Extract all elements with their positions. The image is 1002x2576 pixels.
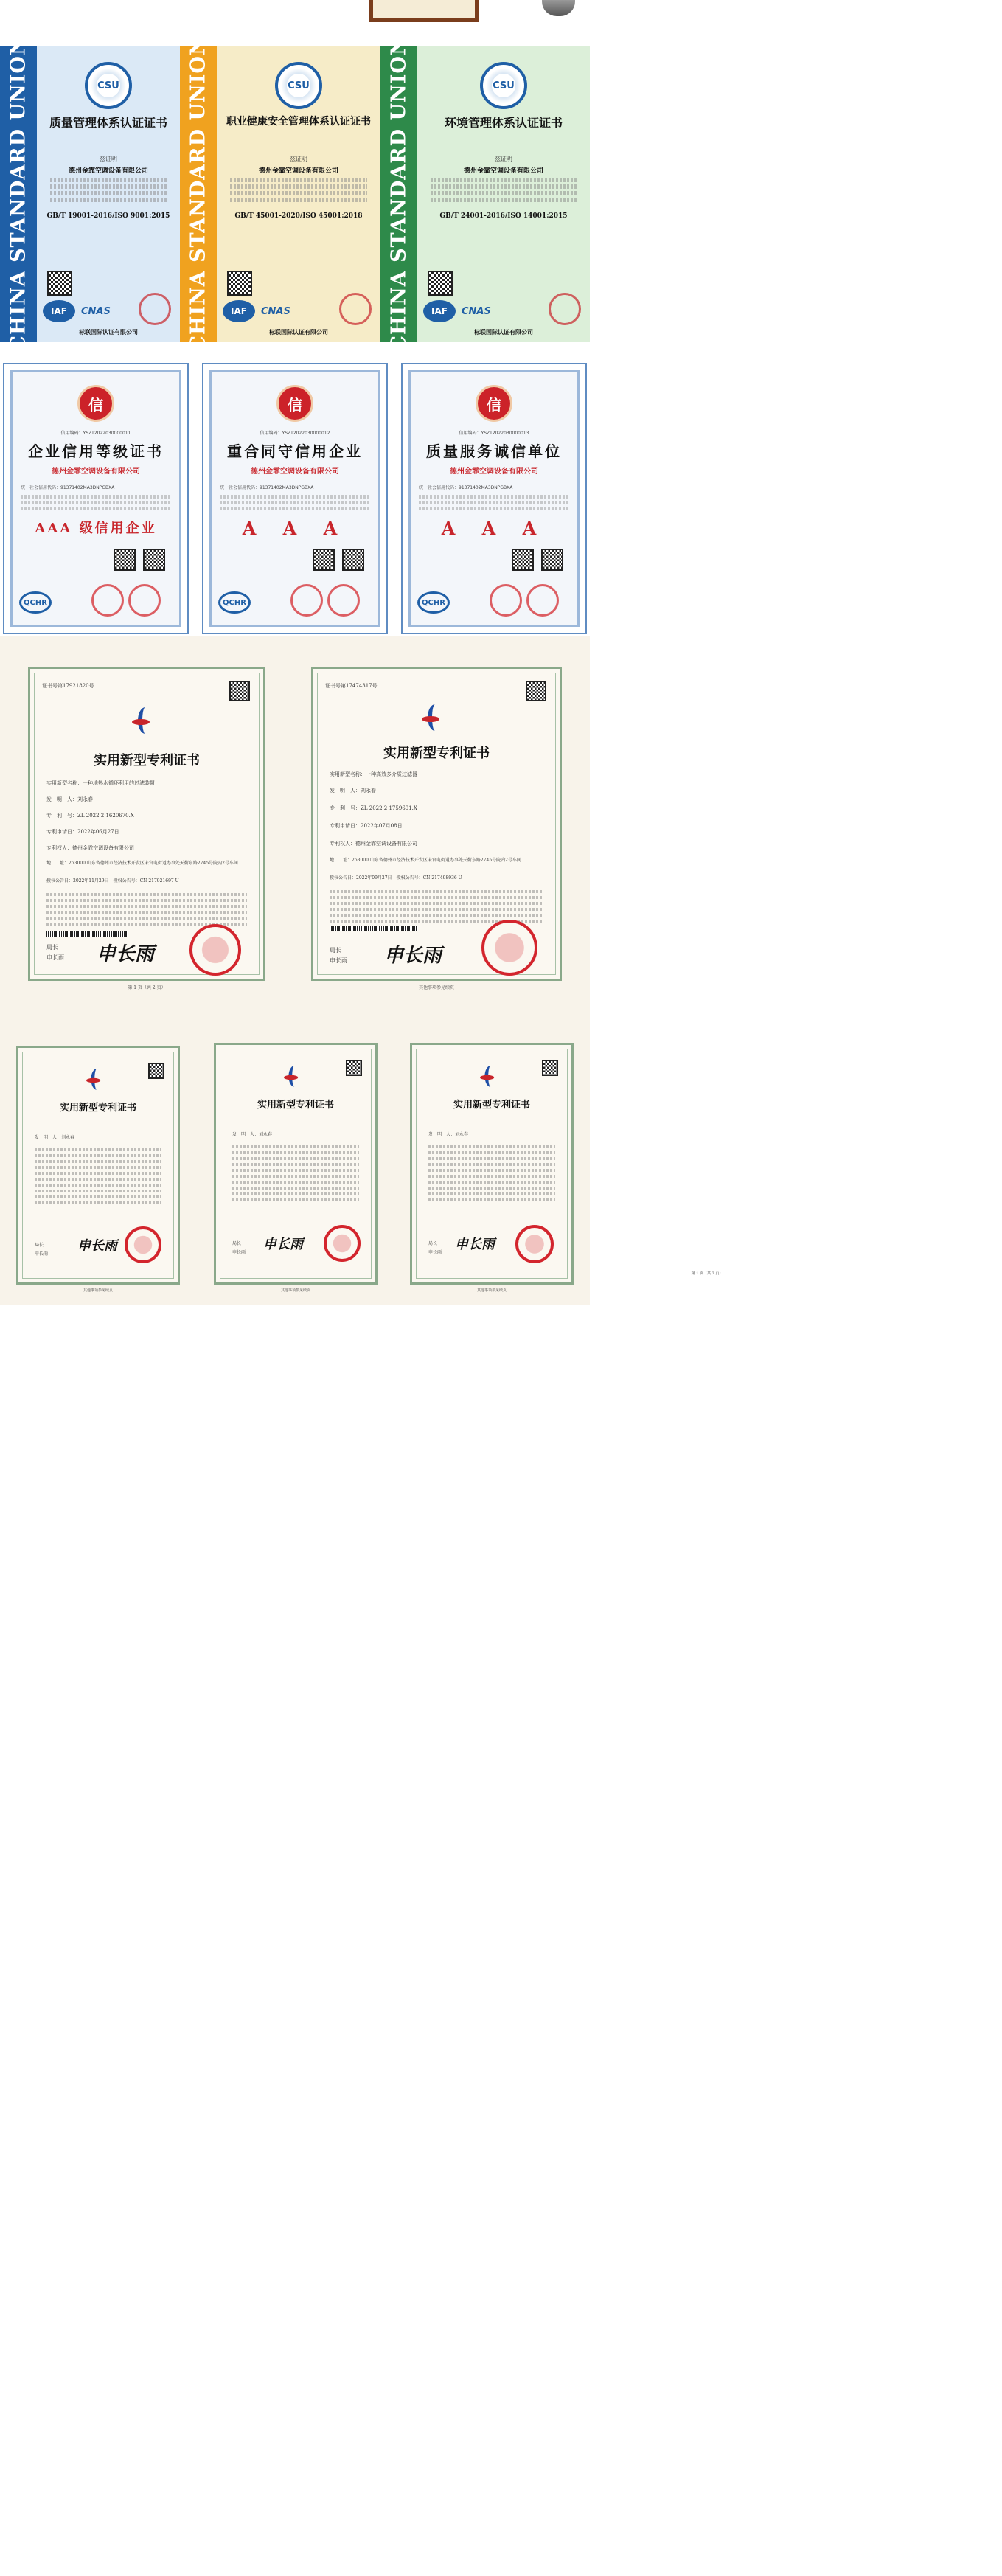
field-label: 授权公告号： xyxy=(113,878,140,883)
national-seal-icon xyxy=(189,924,241,976)
credit-title: 质量服务诚信单位 xyxy=(426,442,562,460)
field-value: 2022年11月29日 xyxy=(73,878,109,883)
patent-number-row xyxy=(46,812,134,819)
field-value: 刘永春 xyxy=(77,796,93,802)
national-seal-icon xyxy=(125,1226,161,1263)
patent-title: 实用新型专利证书 xyxy=(59,1103,136,1114)
red-stamp-icon xyxy=(490,584,522,617)
field-label: 发 明 人： xyxy=(35,1135,62,1140)
band-text: CHINA STANDARD UNION xyxy=(7,36,30,352)
field-label: 授权公告日： xyxy=(46,878,74,883)
iso-title: 环境管理体系认证证书 xyxy=(444,116,563,130)
field-label: 地 址： xyxy=(330,858,352,863)
credit-code: 统一社会信用代码：91371402MA3DNPGBXA xyxy=(419,485,513,490)
patent-sign-name: 申长雨 xyxy=(35,1251,49,1257)
field-label: 专利权人： xyxy=(330,841,355,847)
red-stamp-icon xyxy=(91,584,124,617)
patent-sign-title: 局长 xyxy=(35,1243,44,1248)
patent-signature: 申长雨 xyxy=(455,1237,495,1252)
credit-emblem-icon: 信 xyxy=(476,385,512,422)
qr-code-icon xyxy=(342,549,364,571)
patent-inventor-row xyxy=(232,1131,272,1137)
iso-logos xyxy=(423,300,584,325)
frame-bottom-edge xyxy=(369,0,479,22)
patent-fine-print xyxy=(232,1142,359,1204)
field-label: 专 利 号： xyxy=(46,813,77,819)
iso-title: 质量管理体系认证证书 xyxy=(49,116,167,130)
red-stamp-icon xyxy=(139,293,171,325)
patent-page: 第 1 页（共 2 页） xyxy=(691,1271,723,1276)
red-stamp-icon xyxy=(290,584,323,617)
patent-certificate-large xyxy=(28,667,265,981)
credit-grade: AAA 级信用企业 xyxy=(35,521,157,536)
patent-auth-row xyxy=(330,874,462,881)
patent-sign-name: 申长雨 xyxy=(46,954,64,961)
iso-fine-print xyxy=(50,176,167,204)
iso-band xyxy=(380,36,417,352)
patent-address-row xyxy=(46,859,247,866)
iso-label: 兹证明 xyxy=(495,156,512,162)
qr-code-icon xyxy=(143,549,165,571)
patent-auth-row xyxy=(46,877,179,883)
field-label: 专利申请日： xyxy=(330,823,361,829)
patent-title: 实用新型专利证书 xyxy=(257,1100,334,1111)
patent-inventor-row xyxy=(330,787,376,794)
patent-office-emblem-icon xyxy=(86,1069,110,1092)
patent-sign-name: 申长雨 xyxy=(330,957,347,964)
field-label: 授权公告日： xyxy=(330,875,357,881)
qchr-logo-icon: QCHR xyxy=(218,591,251,614)
qr-code-icon xyxy=(542,1060,558,1076)
field-value: 253000 山东省德州市经济技术开发区宋官屯街道办事处天衢东路2745号院内2号车间 xyxy=(352,858,521,863)
cnas-logo-icon: CNAS xyxy=(261,305,290,317)
red-stamp-icon xyxy=(327,584,360,617)
band-text: CHINA STANDARD UNION xyxy=(187,36,210,352)
credit-company: 德州金霏空调设备有限公司 xyxy=(450,468,538,476)
credit-title: 重合同守信用企业 xyxy=(227,442,363,460)
qchr-logo-icon: QCHR xyxy=(19,591,52,614)
field-label: 授权公告号： xyxy=(396,875,423,881)
csu-seal-icon: CSU xyxy=(275,62,322,109)
patent-sign-title: 局长 xyxy=(330,947,341,954)
field-value: CN 217921697 U xyxy=(139,878,179,883)
patent-sign-title: 局长 xyxy=(232,1241,242,1246)
field-value: 2022年06月27日 xyxy=(77,829,119,835)
patent-signature: 申长雨 xyxy=(97,943,155,965)
patent-certificate-large xyxy=(311,667,562,981)
patent-address-row xyxy=(330,856,543,863)
iso-standard: GB/T 19001-2016/ISO 9001:2015 xyxy=(46,212,170,220)
field-value: 德州金霏空调设备有限公司 xyxy=(72,845,134,851)
credit-code: 统一社会信用代码：91371402MA3DNPGBXA xyxy=(21,485,115,490)
credit-certificate-row xyxy=(0,364,590,633)
field-label: 专 利 号： xyxy=(330,805,361,811)
patent-page: 第 1 页（共 2 页） xyxy=(128,985,166,990)
field-value: 2022年07月08日 xyxy=(361,823,403,829)
field-label: 发 明 人： xyxy=(46,796,77,802)
national-seal-icon xyxy=(515,1225,554,1263)
patent-name-row xyxy=(330,771,417,778)
patent-cert-no: 证书号第17921820号 xyxy=(42,683,94,689)
national-seal-icon xyxy=(481,920,537,976)
cnas-logo-icon: CNAS xyxy=(81,305,111,317)
patent-holder-row xyxy=(46,844,134,852)
iso-body xyxy=(417,46,590,342)
iso-issuer: 标联国际认证有限公司 xyxy=(269,328,328,336)
iso-issuer: 标联国际认证有限公司 xyxy=(474,328,533,336)
patent-sign-name: 申长雨 xyxy=(428,1250,442,1255)
field-value: 刘永春 xyxy=(361,788,376,794)
iso-fine-print xyxy=(230,176,367,204)
barcode-icon xyxy=(46,931,128,937)
iso-band xyxy=(0,36,37,352)
patent-certificate-small xyxy=(214,1043,378,1285)
patent-office-emblem-icon xyxy=(284,1066,307,1089)
field-value: 一种地热水循环利用的过滤装置 xyxy=(83,780,155,786)
field-value: 刘永春 xyxy=(61,1135,75,1140)
iso-fine-print xyxy=(431,176,577,204)
iaf-logo-icon: IAF xyxy=(223,300,255,322)
credit-certificate-contract xyxy=(203,364,386,633)
field-value: ZL 2022 2 1759691.X xyxy=(361,805,417,811)
iso-logos xyxy=(43,300,174,325)
iso-certificate-environment xyxy=(380,36,590,352)
patent-title: 实用新型专利证书 xyxy=(94,753,200,768)
qr-code-icon xyxy=(346,1060,362,1076)
patent-note: 其他事项参见续页 xyxy=(83,1288,113,1293)
field-value: CN 217498936 U xyxy=(422,875,462,881)
patent-certificate-small xyxy=(410,1043,723,1285)
credit-fine-print xyxy=(220,493,370,513)
patent-inventor-row xyxy=(428,1131,468,1137)
field-label: 专利申请日： xyxy=(46,829,77,835)
iso-band xyxy=(180,36,217,352)
qr-code-icon xyxy=(313,549,335,571)
csu-seal-icon: CSU xyxy=(85,62,132,109)
patent-sign-name: 申长雨 xyxy=(232,1250,246,1255)
credit-code: 统一社会信用代码：91371402MA3DNPGBXA xyxy=(220,485,314,490)
iso-body xyxy=(217,46,380,342)
credit-fine-print xyxy=(419,493,569,513)
patent-note: 其他事项参见续页 xyxy=(280,1288,310,1293)
field-label: 实用新型名称： xyxy=(46,780,83,786)
credit-grade: A A A xyxy=(242,518,348,539)
national-seal-icon xyxy=(324,1225,361,1262)
credit-company: 德州金霏空调设备有限公司 xyxy=(251,468,339,476)
credit-emblem-icon: 信 xyxy=(276,385,313,422)
patent-office-emblem-icon xyxy=(422,704,451,734)
credit-certificate-grade xyxy=(4,364,187,633)
iso-certificate-row xyxy=(0,36,590,352)
red-stamp-icon xyxy=(339,293,372,325)
patent-inventor-row xyxy=(35,1133,74,1140)
patent-fine-print xyxy=(46,890,247,928)
barcode-icon xyxy=(330,926,418,931)
qr-code-icon xyxy=(227,271,252,296)
patent-date-row xyxy=(330,822,403,830)
red-stamp-icon xyxy=(128,584,161,617)
credit-number: 信用编码：YSZT2022030000012 xyxy=(260,431,330,436)
patent-number-row xyxy=(330,805,417,812)
patent-date-row xyxy=(46,828,119,836)
iso-issuer: 标联国际认证有限公司 xyxy=(79,328,138,336)
iso-standard: GB/T 24001-2016/ISO 14001:2015 xyxy=(439,212,568,220)
patent-name-row xyxy=(46,780,155,787)
iso-body xyxy=(37,46,180,342)
field-label: 地 址： xyxy=(46,861,69,866)
credit-certificate-quality-service xyxy=(403,364,585,633)
patent-title: 实用新型专利证书 xyxy=(383,746,490,761)
patent-note: 其他事项参见续页 xyxy=(476,1288,507,1293)
field-value: 刘永春 xyxy=(259,1132,273,1137)
field-value: 2022年09月27日 xyxy=(356,875,392,881)
qr-code-icon xyxy=(428,271,453,296)
patent-office-emblem-icon xyxy=(480,1066,504,1089)
patent-section xyxy=(0,636,723,1305)
iso-company: 德州金霏空调设备有限公司 xyxy=(463,167,543,175)
iaf-logo-icon: IAF xyxy=(423,300,456,322)
field-value: 德州金霏空调设备有限公司 xyxy=(355,841,417,847)
field-value: 刘永春 xyxy=(455,1132,469,1137)
qchr-logo-icon: QCHR xyxy=(417,591,450,614)
certificate-gallery xyxy=(0,0,723,1305)
qr-code-icon xyxy=(229,681,250,701)
patent-title: 实用新型专利证书 xyxy=(453,1100,530,1111)
credit-emblem-icon: 信 xyxy=(77,385,114,422)
qr-code-icon xyxy=(114,549,136,571)
patent-signature: 申长雨 xyxy=(384,945,442,967)
iso-title: 职业健康安全管理体系认证证书 xyxy=(226,116,371,128)
credit-number: 信用编码：YSZT2022030000011 xyxy=(60,431,131,436)
credit-grade: A A A xyxy=(441,518,547,539)
patent-office-emblem-icon xyxy=(132,707,161,737)
field-label: 发 明 人： xyxy=(232,1132,260,1137)
band-text: CHINA STANDARD UNION xyxy=(387,36,411,352)
patent-certificate-small xyxy=(16,1046,180,1285)
patent-cert-no: 证书号第17474317号 xyxy=(325,683,378,689)
iso-logos xyxy=(223,300,375,325)
qr-code-icon xyxy=(526,681,546,701)
credit-fine-print xyxy=(21,493,171,513)
patent-inventor-row xyxy=(46,796,93,803)
patent-fine-print xyxy=(428,1142,555,1204)
patent-sign-title: 局长 xyxy=(46,944,58,951)
patent-fine-print xyxy=(35,1145,161,1207)
patent-sign-title: 局长 xyxy=(428,1241,438,1246)
field-label: 专利权人： xyxy=(46,845,72,851)
red-stamp-icon xyxy=(549,293,581,325)
trophy-base xyxy=(542,0,575,16)
field-value: 一种高效多介质过滤器 xyxy=(366,771,417,777)
top-strip xyxy=(0,0,590,46)
patent-signature: 申长雨 xyxy=(77,1238,117,1254)
credit-title: 企业信用等级证书 xyxy=(28,442,164,460)
credit-number: 信用编码：YSZT2022030000013 xyxy=(459,431,529,436)
iso-label: 兹证明 xyxy=(290,156,307,162)
credit-company: 德州金霏空调设备有限公司 xyxy=(52,468,140,476)
iso-label: 兹证明 xyxy=(100,156,117,162)
field-label: 发 明 人： xyxy=(428,1132,456,1137)
iso-company: 德州金霏空调设备有限公司 xyxy=(68,167,148,175)
field-label: 发 明 人： xyxy=(330,788,361,794)
iso-certificate-quality xyxy=(0,36,180,352)
patent-signature: 申长雨 xyxy=(263,1237,303,1252)
field-value: ZL 2022 2 1620670.X xyxy=(77,813,134,819)
field-label: 实用新型名称： xyxy=(330,771,366,777)
field-value: 253000 山东省德州市经济技术开发区宋官屯街道办事处天衢东路2745号院内2号车间 xyxy=(69,861,238,866)
qr-code-icon xyxy=(541,549,563,571)
qr-code-icon xyxy=(512,549,534,571)
qr-code-icon xyxy=(148,1063,164,1079)
iaf-logo-icon: IAF xyxy=(43,300,75,322)
patent-note: 其他事项参见续页 xyxy=(418,985,454,990)
patent-holder-row xyxy=(330,840,417,847)
cnas-logo-icon: CNAS xyxy=(462,305,491,317)
iso-company: 德州金霏空调设备有限公司 xyxy=(258,167,338,175)
iso-certificate-health-safety xyxy=(180,36,380,352)
csu-seal-icon: CSU xyxy=(480,62,527,109)
qr-code-icon xyxy=(47,271,72,296)
red-stamp-icon xyxy=(526,584,559,617)
iso-standard: GB/T 45001-2020/ISO 45001:2018 xyxy=(234,212,363,220)
